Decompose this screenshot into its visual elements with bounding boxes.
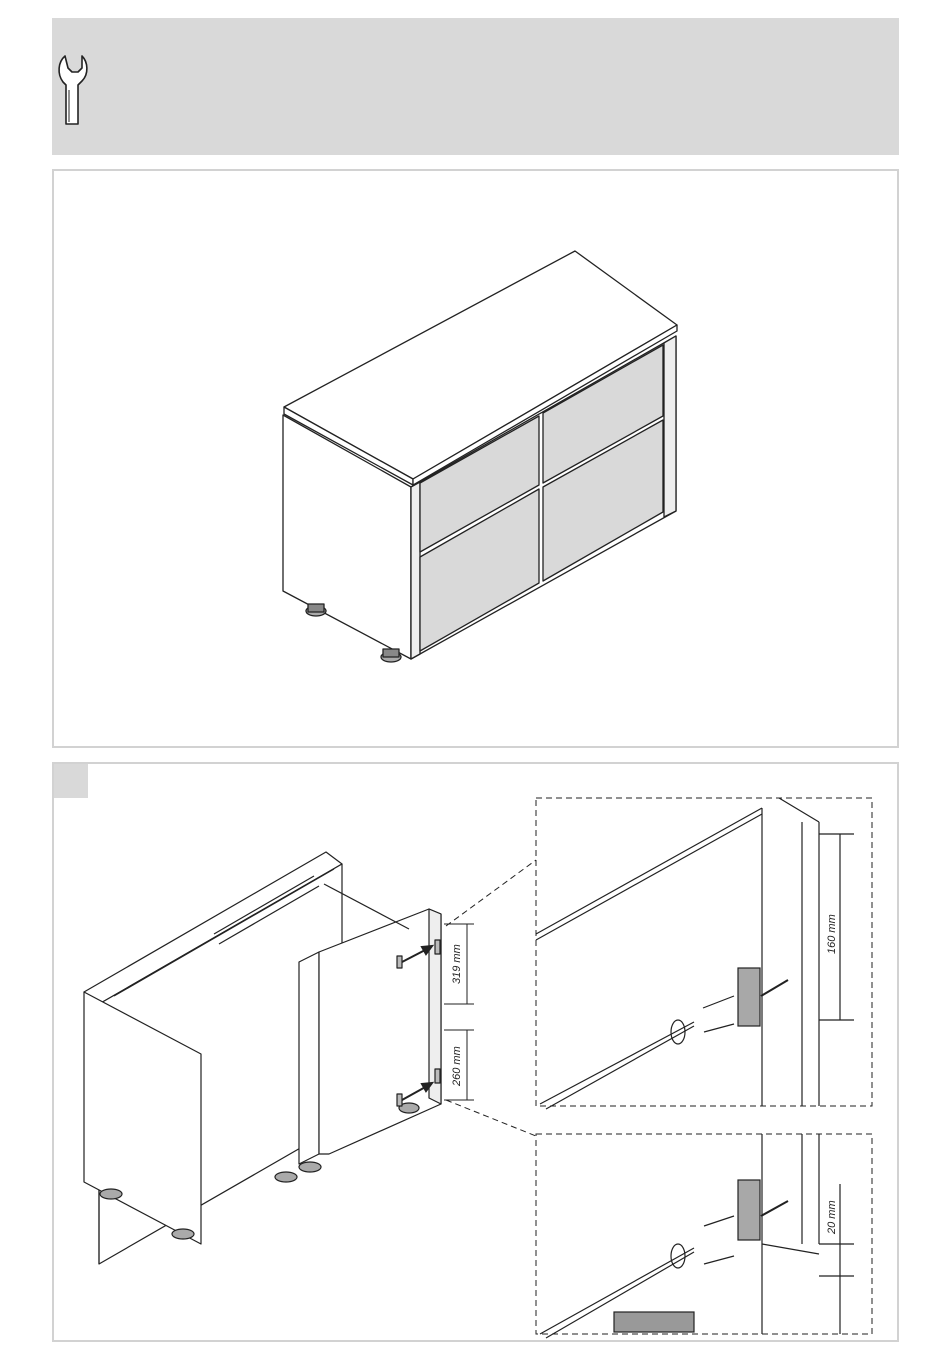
installation-illustration [54,764,901,1344]
dimension-upper-offset: 319 mm [451,944,463,984]
cabinet-illustration [54,171,901,750]
header-bar [52,18,899,155]
dimension-detail-bottom: 20 mm [826,1200,838,1234]
dimension-lower-offset: 260 mm [451,1046,463,1086]
dimension-detail-top: 160 mm [826,914,838,954]
installation-panel [52,762,899,1342]
detail-view-lower [536,1134,872,1334]
wrench-icon [52,18,112,138]
detail-view-upper [536,798,872,1106]
overview-panel [52,169,899,748]
